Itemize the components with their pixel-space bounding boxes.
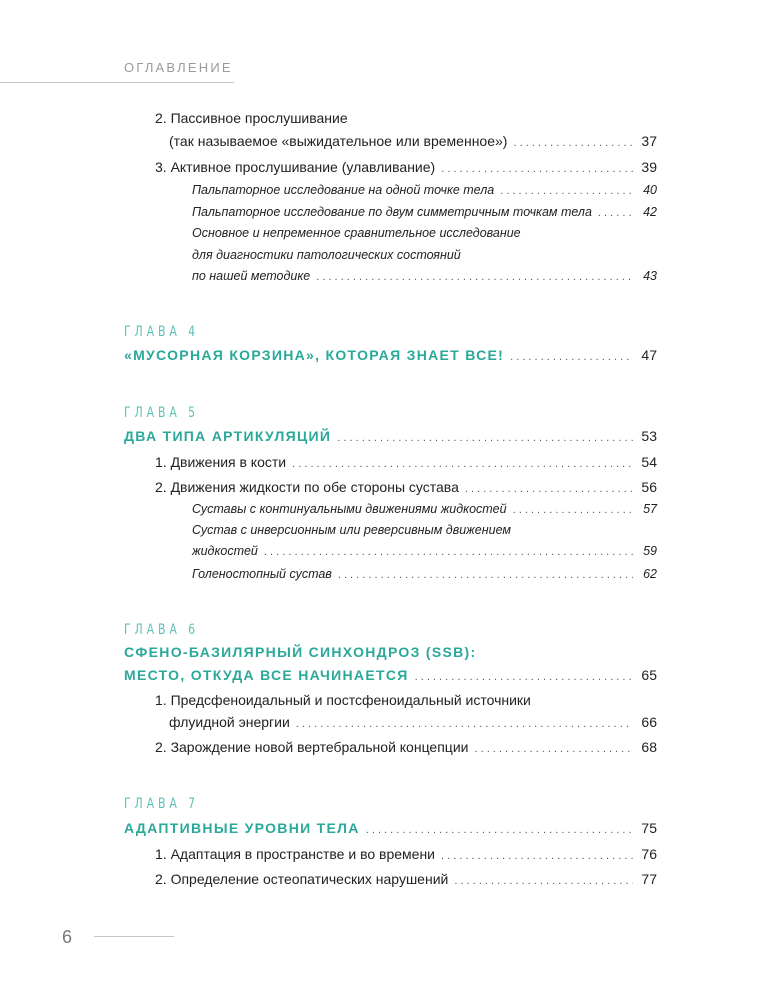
page-ref: 43 — [643, 269, 657, 283]
leader-dots — [510, 351, 633, 363]
toc-entry-bone-movements — [155, 454, 657, 470]
leader-dots — [513, 137, 633, 149]
toc-subentry-text: Голеностопный сустав — [192, 567, 332, 581]
page-ref: 65 — [641, 667, 657, 683]
footer-divider — [94, 936, 174, 937]
toc-entry-fluid-movements — [155, 479, 657, 495]
page-ref: 37 — [641, 133, 657, 149]
chapter-title-text: «МУСОРНАЯ КОРЗИНА», КОТОРАЯ ЗНАЕТ ВСЕ! — [124, 347, 505, 363]
page-header: ОГЛАВЛЕНИЕ — [124, 60, 233, 75]
toc-subentry-text: Суставы с континуальными движениями жидкостей — [192, 502, 507, 516]
toc-entry-text: 2. Определение остеопатических нарушений — [155, 871, 449, 887]
toc-entry-text: 1. Движения в кости — [155, 454, 287, 470]
leader-dots — [474, 743, 633, 755]
leader-dots — [337, 432, 633, 444]
chapter-6-label: ГЛАВА 6 — [124, 622, 200, 638]
toc-subentry-comparative-line1: Основное и непременное сравнительное исследование — [192, 226, 521, 240]
toc-entry-text: 1. Адаптация в пространстве и во времени — [155, 846, 435, 862]
leader-dots — [415, 671, 633, 683]
chapter-7-label: ГЛАВА 7 — [124, 796, 200, 812]
page-ref: 77 — [641, 871, 657, 887]
chapter-5-label: ГЛАВА 5 — [124, 405, 200, 421]
chapter-4-title — [124, 347, 657, 363]
chapter-6-title-line1: СФЕНО-БАЗИЛЯРНЫЙ СИНХОНДРОЗ (SSB): — [124, 644, 477, 660]
page-ref: 76 — [641, 846, 657, 862]
toc-entry-osteopathic-disorders — [155, 871, 657, 887]
page-ref: 56 — [641, 479, 657, 495]
toc-entry-passive-listening-cont — [169, 133, 657, 149]
toc-entry-text: 3. Активное прослушивание (улавливание) — [155, 159, 436, 175]
toc-subentry-text: жидкостей — [192, 544, 258, 558]
toc-subentry-comparative-line2: для диагностики патологических состояний — [192, 248, 461, 262]
toc-entry-text: флуидной энергии — [169, 714, 290, 730]
page-ref: 62 — [643, 567, 657, 581]
leader-dots — [338, 569, 633, 581]
toc-entry-text: (так называемое «выжидательное или временное») — [169, 133, 508, 149]
leader-dots — [441, 850, 633, 862]
leader-dots — [454, 875, 633, 887]
page-ref: 75 — [641, 820, 657, 836]
chapter-4-label: ГЛАВА 4 — [124, 324, 200, 340]
toc-subentry-ankle — [192, 567, 657, 581]
chapter-title-text: МЕСТО, ОТКУДА ВСЕ НАЧИНАЕТСЯ — [124, 667, 409, 683]
leader-dots — [292, 458, 633, 470]
page-ref: 53 — [641, 428, 657, 444]
page-ref: 47 — [641, 347, 657, 363]
page-ref: 59 — [643, 544, 657, 558]
toc-entry-sphenoid-sources — [169, 714, 657, 730]
toc-subentry-inversion — [192, 544, 657, 558]
leader-dots — [264, 546, 633, 558]
chapter-7-title — [124, 820, 657, 836]
toc-entry-text: 2. Зарождение новой вертебральной концепции — [155, 739, 469, 755]
toc-entry-space-time — [155, 846, 657, 862]
chapter-6-title — [124, 667, 657, 683]
toc-subentry-continual-joints — [192, 502, 657, 516]
leader-dots — [465, 483, 633, 495]
page-ref: 40 — [643, 183, 657, 197]
chapter-title-text: ДВА ТИПА АРТИКУЛЯЦИЙ — [124, 428, 332, 444]
toc-entry-vertebral-concept — [155, 739, 657, 755]
chapter-5-title — [124, 428, 657, 444]
leader-dots — [598, 207, 633, 219]
page-ref: 66 — [641, 714, 657, 730]
toc-entry-passive-listening: 2. Пассивное прослушивание — [155, 110, 348, 126]
toc-subentry-text: Пальпаторное исследование по двум симметричным точкам тела — [192, 205, 592, 219]
page-number: 6 — [62, 927, 73, 947]
toc-subentry-two-points — [192, 205, 657, 219]
toc-entry-text: 2. Движения жидкости по обе стороны сустава — [155, 479, 459, 495]
page-ref: 54 — [641, 454, 657, 470]
toc-subentry-one-point — [192, 183, 657, 197]
page-ref: 39 — [641, 159, 657, 175]
leader-dots — [513, 504, 633, 516]
toc-subentry-text: Пальпаторное исследование на одной точке тела — [192, 183, 495, 197]
toc-subentry-comparative — [192, 269, 657, 283]
leader-dots — [316, 271, 633, 283]
toc-entry-active-listening — [155, 159, 657, 175]
page-ref: 57 — [643, 502, 657, 516]
toc-subentry-text: по нашей методике — [192, 269, 311, 283]
leader-dots — [500, 185, 633, 197]
page-ref: 42 — [643, 205, 657, 219]
chapter-title-text: АДАПТИВНЫЕ УРОВНИ ТЕЛА — [124, 820, 360, 836]
leader-dots — [296, 718, 633, 730]
toc-entry-sphenoid-sources-line1: 1. Предсфеноидальный и постсфеноидальный источники — [155, 692, 531, 708]
toc-subentry-inversion-line1: Сустав с инверсионным или реверсивным движением — [192, 523, 511, 537]
leader-dots — [441, 163, 633, 175]
leader-dots — [366, 824, 633, 836]
page-ref: 68 — [641, 739, 657, 755]
